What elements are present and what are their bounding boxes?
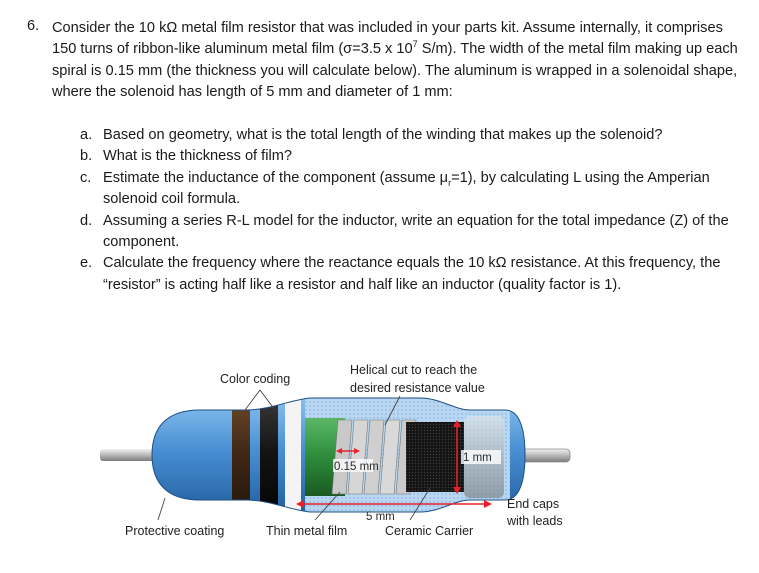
dimension-label-diameter: 1 mm: [463, 452, 492, 464]
dimension-label-width: 0.15 mm: [334, 461, 379, 473]
dimension-label-length: 5 mm: [366, 511, 395, 523]
part-label: c.: [80, 169, 92, 186]
label-end-caps-line1: End caps: [507, 497, 560, 511]
label-color-coding: Color coding: [220, 372, 291, 386]
helical-metal-film: [332, 420, 416, 494]
part-label: d.: [80, 212, 93, 229]
question-intro-text-2: S/m). The width of the metal film making up each spiral is 0.15 mm (the thickness you will calculate below). The aluminum is wrapped in a solenoidal shape, where the solenoid has length of 5 mm and diameter of 1 mm:: [52, 41, 738, 101]
part-text: Assuming a series R-L model for the inductor, write an equation for the total impedance (Z) of the component.: [103, 212, 729, 251]
part-label: e.: [80, 255, 93, 272]
ceramic-carrier: [406, 422, 464, 492]
part-text-2: =1), by calculating L using the Amperian solenoid coil formula.: [103, 169, 710, 208]
exponent: 7: [412, 39, 418, 50]
label-helical-cut-line2: desired resistance value: [350, 381, 485, 395]
part-text: Calculate the frequency where the reactance equals the 10 kΩ resistance. At this frequency, the “resistor” is acting half like a resistor and half like an inductor (quality factor is 1).: [103, 255, 721, 293]
label-protective-coating: Protective coating: [125, 524, 225, 538]
part-text: Based on geometry, what is the total length of the winding that makes up the solenoid?: [103, 127, 663, 143]
subscript: r: [448, 177, 452, 188]
color-band-white: [285, 395, 301, 515]
label-ceramic-carrier: Ceramic Carrier: [385, 524, 474, 538]
part-label: a.: [80, 127, 93, 143]
label-helical-cut-line1: Helical cut to reach the: [350, 363, 478, 377]
part-text: What is the thickness of film?: [103, 148, 292, 165]
color-band-brown-1: [232, 395, 250, 515]
question-number: 6.: [27, 18, 40, 34]
label-thin-metal-film: Thin metal film: [266, 524, 348, 538]
part-label: b.: [80, 148, 93, 165]
left-lead-wire: [100, 449, 160, 461]
question-intro-text-1: Consider the 10 kΩ metal film resistor that was included in your parts kit. Assume internally, it comprises 150 turns of ribbon-like aluminum metal film (σ=3.5 x 10: [52, 20, 723, 58]
color-band-black: [260, 395, 278, 515]
label-end-caps-line2: with leads: [507, 514, 563, 528]
part-text-1: Estimate the inductance of the component (assume μ: [103, 169, 449, 186]
